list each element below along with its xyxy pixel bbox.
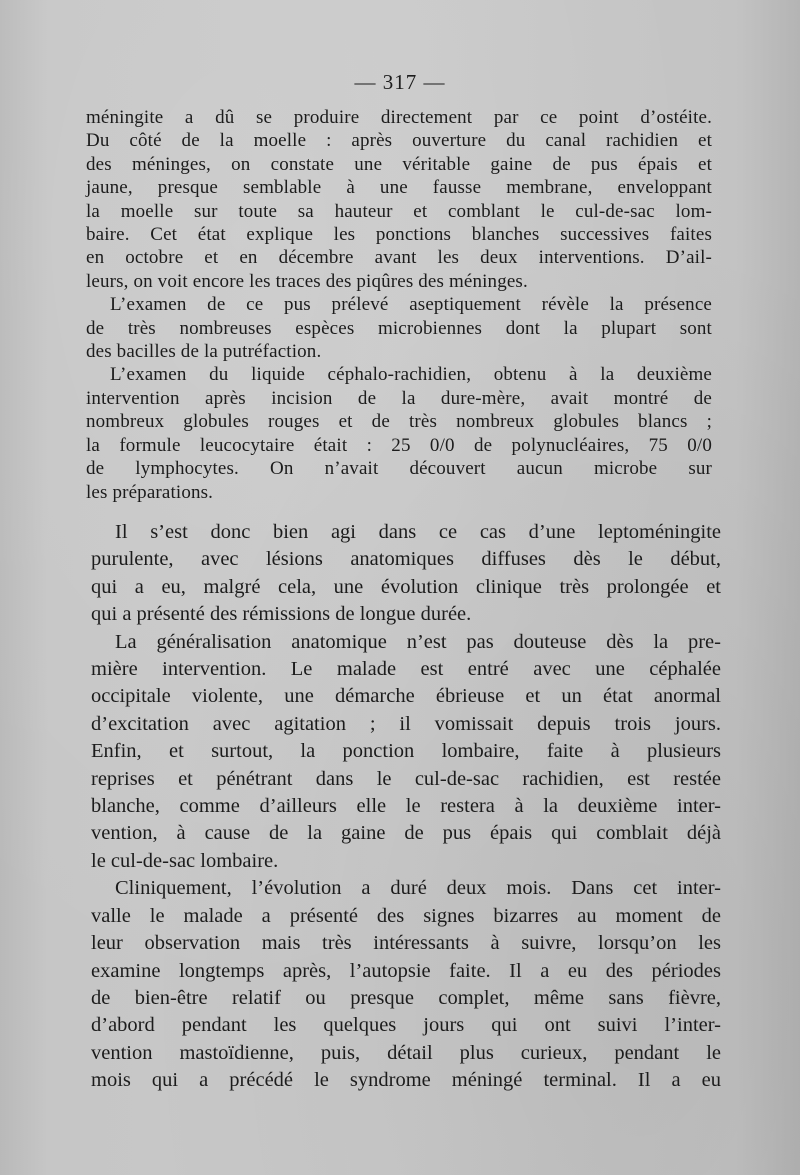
text-line: la moelle sur toute sa hauteur et comblant le cul-de-sac lom- [86, 200, 712, 222]
text-line: de lymphocytes. On n’avait découvert aucun microbe sur [86, 458, 712, 480]
text-line: La généralisation anatomique n’est pas douteuse dès la pre- [115, 630, 721, 653]
paragraph-block-autopsy [86, 106, 712, 504]
text-line: Il s’est donc bien agi dans ce cas d’une leptoméningite [115, 521, 721, 543]
text-line: de très nombreuses espèces microbiennes dont la plupart sont [86, 317, 712, 339]
text-line: purulente, avec lésions anatomiques diffuses dès le début, [91, 548, 721, 571]
text-line: baire. Cet état explique les ponctions blanches successives faites [86, 224, 712, 246]
text-line: Cliniquement, l’évolution a duré deux mois. Dans cet inter- [115, 877, 721, 900]
text-line: qui a eu, malgré cela, une évolution clinique très prolongée et [91, 575, 721, 598]
text-line: vention, à cause de la gaine de pus épais qui comblait déjà [91, 822, 721, 845]
text-line: L’examen du liquide céphalo-rachidien, obtenu à la deuxième [110, 364, 712, 386]
text-line: L’examen de ce pus prélevé aseptiquement révèle la présence [110, 294, 712, 316]
text-line: vention mastoïdienne, puis, détail plus curieux, pendant le [91, 1041, 721, 1064]
text-line: le cul-de-sac lombaire. [91, 849, 279, 872]
text-line: les préparations. [86, 481, 214, 503]
text-line: examine longtemps après, l’autopsie faite. Il a eu des périodes [91, 959, 721, 982]
text-line: méningite a dû se produire directement par ce point d’ostéite. [86, 107, 712, 128]
text-line: qui a présenté des rémissions de longue durée. [91, 603, 472, 626]
text-line: occipitale violente, une démarche ébrieuse et un état anormal [91, 685, 721, 708]
text-line: mière intervention. Le malade est entré avec une céphalée [91, 658, 721, 681]
paragraph-block-discussion [91, 519, 721, 1095]
text-line: en octobre et en décembre avant les deux interventions. D’ail- [86, 247, 712, 269]
text-line: de bien-être relatif ou presque complet, même sans fièvre, [91, 986, 721, 1009]
text-line: la formule leucocytaire était : 25 0/0 de polynucléaires, 75 0/0 [86, 434, 712, 456]
text-line: intervention après incision de la dure-mère, avait montré de [86, 387, 712, 409]
text-line: valle le malade a présenté des signes bizarres au moment de [91, 904, 721, 927]
page-number: — 317 — [354, 70, 446, 94]
text-line: d’excitation avec agitation ; il vomissait depuis trois jours. [91, 712, 721, 735]
text-line: des méninges, on constate une véritable gaine de pus épais et [86, 153, 712, 175]
text-line: leur observation mais très intéressants à suivre, lorsqu’on les [91, 932, 721, 955]
text-line: blanche, comme d’ailleurs elle le restera à la deuxième inter- [91, 795, 721, 818]
text-line: leurs, on voit encore les traces des piqûres des méninges. [86, 270, 528, 292]
text-line: des bacilles de la putréfaction. [86, 341, 322, 363]
text-line: Enfin, et surtout, la ponction lombaire, faite à plusieurs [91, 740, 721, 763]
text-line: mois qui a précédé le syndrome méningé terminal. Il a eu [91, 1069, 721, 1092]
text-line: jaune, presque semblable à une fausse membrane, enveloppant [86, 177, 712, 199]
text-line: d’abord pendant les quelques jours qui ont suivi l’inter- [91, 1014, 721, 1037]
text-line: reprises et pénétrant dans le cul-de-sac rachidien, est restée [91, 767, 721, 790]
text-line: Du côté de la moelle : après ouverture du canal rachidien et [86, 130, 712, 152]
text-line: nombreux globules rouges et de très nombreux globules blancs ; [86, 411, 712, 433]
